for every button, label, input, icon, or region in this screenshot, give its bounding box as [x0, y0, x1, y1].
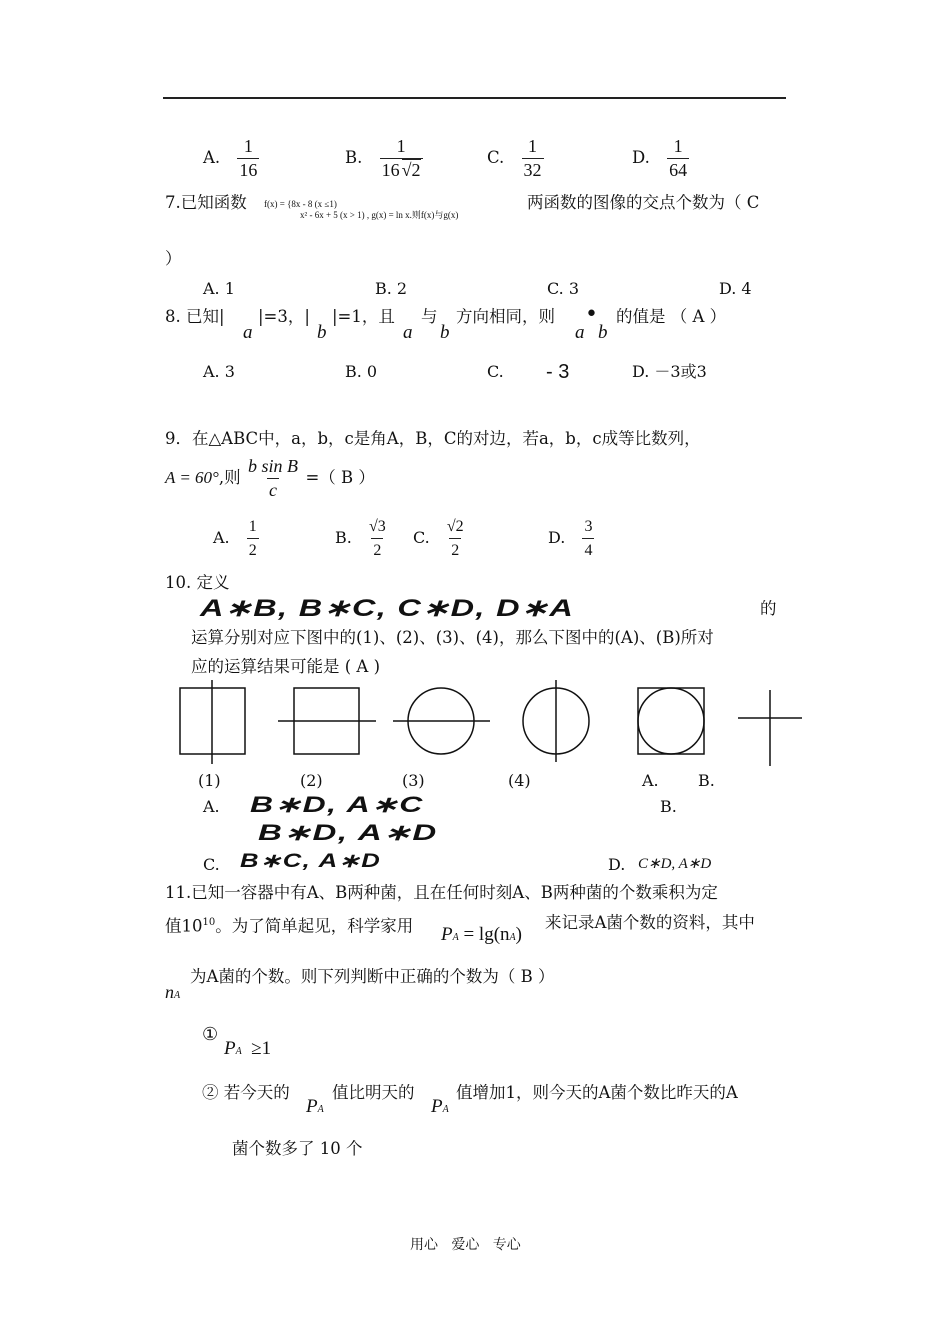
q8-vec-b-3: b	[598, 322, 608, 343]
q9-option-a: A. $\frac{1}{2}$	[213, 518, 257, 559]
q11-item-1: ①	[202, 1024, 219, 1045]
q10-ops-suffix: 的	[760, 599, 777, 618]
q8-vec-b-2: b	[440, 322, 450, 343]
q8-vec-a-1: a	[243, 322, 253, 343]
q6-option-a: A. $\frac{1}{16}$	[203, 136, 258, 180]
q10-option-b-letter: B.	[660, 797, 677, 816]
q8-dot: •	[585, 302, 598, 327]
q9-formula: A = 60°,则 $\frac{\text{b sin B}}{c}$ =（ B ）	[165, 456, 375, 500]
figure-label-1: (1)	[198, 771, 221, 790]
q11-item-1-formula: PA ≥1	[224, 1038, 272, 1059]
q10-option-c-letter: C.	[203, 855, 220, 874]
page-footer: 用心 爱心 专心	[410, 1237, 521, 1253]
q8-option-d: D. －3或3	[632, 362, 707, 381]
q8-label: 8. 已知|	[165, 307, 225, 326]
q7-suffix: 两函数的图像的交点个数为（ C	[527, 193, 760, 212]
q10-option-a-letter: A.	[203, 797, 220, 816]
q11-item-2-post: 值增加1，则今天的A菌个数比昨天的A	[456, 1083, 738, 1102]
q11-item-2-pre: ② 若今天的	[202, 1083, 290, 1102]
q8-option-c: C.	[487, 362, 504, 381]
q10-operations: A∗B, B∗C, C∗D, D∗A	[200, 595, 575, 622]
q7-option-c: C. 3	[547, 279, 580, 298]
q7-close: ）	[165, 249, 182, 268]
q8-vec-a-2: a	[403, 322, 413, 343]
q8-a-magnitude: |=3，|	[258, 307, 310, 326]
q10-option-d-letter: D.	[608, 855, 626, 874]
q10-option-c: B∗C, A∗D	[240, 851, 382, 872]
q11-item-2-p2: PA	[431, 1096, 449, 1117]
q11-line2: 值$10^{10}$。为了简单起见，科学家用	[165, 916, 414, 936]
figure-label-a: A.	[642, 771, 659, 790]
q8-option-b: B. 0	[345, 362, 378, 381]
q9-option-d: D. $\frac{3}{4}$	[548, 518, 593, 559]
q8-same-direction: 方向相同，则	[456, 307, 555, 326]
q6-option-b: B. $\frac{1}{16 √2}$	[345, 136, 421, 180]
q11-formula: PA = lg(nA)	[441, 924, 522, 945]
figure-label-2: (2)	[300, 771, 323, 790]
q11-line2-post: 来记录A菌个数的资料，其中	[545, 913, 755, 932]
q7-option-b: B. 2	[375, 279, 408, 298]
q7-option-d: D. 4	[719, 279, 752, 298]
q8-vec-b-1: b	[317, 322, 327, 343]
q8-b-magnitude: |=1，且	[332, 307, 395, 326]
q7-formula: f(x) = {8x - 8 (x ≤1) x² - 6x + 5 (x > 1) , g(x) = ln x.则f(x)与g(x)	[264, 199, 459, 220]
q6-option-c: C. $\frac{1}{32}$	[487, 136, 542, 180]
q6-option-d: D. $\frac{1}{64}$	[632, 136, 688, 180]
q8-option-c-value: - 3	[546, 361, 570, 383]
q7-prefix: 7.已知函数	[165, 193, 247, 212]
q10-line2: 运算分别对应下图中的(1)、(2)、(3)、(4)，那么下图中的(A)、(B)所对	[191, 628, 714, 647]
q10-option-a: B∗D, A∗C	[250, 792, 424, 817]
q11-line3: 为A菌的个数。则下列判断中正确的个数为（ B ）	[190, 967, 555, 986]
figure-label-3: (3)	[402, 771, 425, 790]
q10-option-d: C∗D, A∗D	[638, 856, 712, 872]
q9-option-b: B. $\frac{√3}{2}$	[335, 518, 386, 559]
q9-option-c: C. $\frac{√2}{2}$	[413, 518, 464, 559]
q8-vec-a-3: a	[575, 322, 585, 343]
q8-option-a: A. 3	[203, 362, 235, 381]
q11-n-label: nA	[165, 982, 181, 1002]
q7-option-a: A. 1	[203, 279, 235, 298]
q10-label: 10. 定义	[165, 573, 230, 592]
figure-label-4: (4)	[508, 771, 531, 790]
figure-a-circle	[638, 688, 704, 754]
q8-value-is: 的值是 （ A ）	[616, 307, 727, 326]
q8-with: 与	[421, 307, 438, 326]
q11-item-2-line2: 菌个数多了 10 个	[232, 1139, 363, 1158]
q10-option-b: B∗D, A∗D	[258, 820, 438, 845]
q11-line1: 11.已知一容器中有A、B两种菌，且在任何时刻A、B两种菌的个数乘积为定	[165, 883, 718, 902]
q10-line3: 应的运算结果可能是 ( A )	[191, 657, 381, 676]
q9-line1: 9．在△ABC中，a，b，c是角A，B，C的对边，若a，b，c成等比数列，	[165, 429, 701, 448]
figure-label-b: B.	[698, 771, 715, 790]
q11-item-2-p1: PA	[306, 1096, 324, 1117]
q11-item-2-mid: 值比明天的	[332, 1083, 415, 1102]
